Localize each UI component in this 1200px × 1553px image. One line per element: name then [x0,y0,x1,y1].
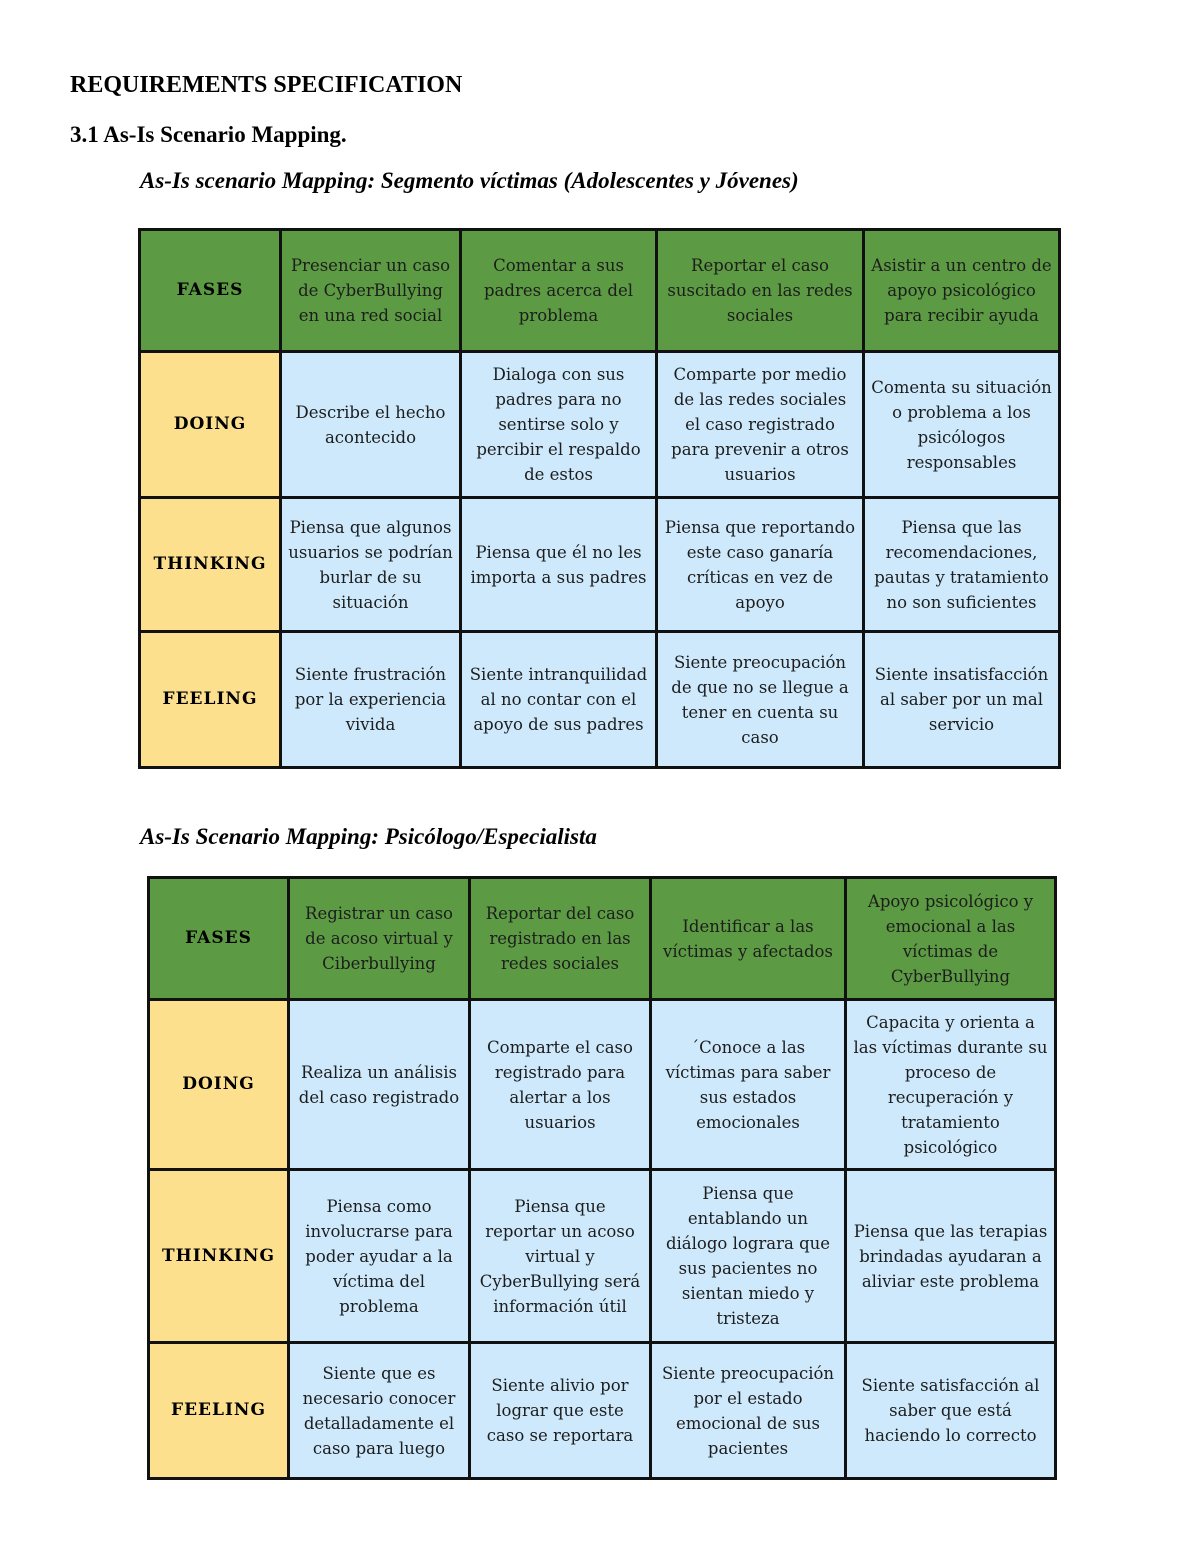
doing-cell: Dialoga con sus padres para no sentirse solo y percibir el respaldo de estos [461,352,657,498]
feeling-cell: Siente alivio por lograr que este caso se reportara [470,1343,651,1479]
feeling-cell: Siente frustración por la experiencia vivida [281,632,461,768]
phase-cell: Reportar el caso suscitado en las redes sociales [657,230,864,352]
feeling-cell: Siente preocupación de que no se llegue a tener en cuenta su caso [657,632,864,768]
table-caption-victims: As-Is scenario Mapping: Segmento víctimas (Adolescentes y Jóvenes) [140,168,799,193]
doing-cell: Describe el hecho acontecido [281,352,461,498]
row-label-feeling: FEELING [149,1343,289,1479]
row-label-thinking: THINKING [149,1170,289,1343]
row-label-feeling: FEELING [140,632,281,768]
feeling-cell: Siente insatisfacción al saber por un mal servicio [864,632,1060,768]
fases-header: FASES [149,878,289,1000]
as-is-table-psychologist [147,876,1057,1480]
as-is-table-victims [138,228,1061,769]
row-label-thinking: THINKING [140,498,281,632]
feeling-cell: Siente intranquilidad al no contar con el apoyo de sus padres [461,632,657,768]
table-caption-psychologist: As-Is Scenario Mapping: Psicólogo/Especialista [140,824,597,849]
doing-cell: Comparte por medio de las redes sociales el caso registrado para prevenir a otros usuarios [657,352,864,498]
row-label-doing: DOING [149,1000,289,1170]
doing-cell: Capacita y orienta a las víctimas durante su proceso de recuperación y tratamiento psicológico [846,1000,1056,1170]
feeling-cell: Siente que es necesario conocer detalladamente el caso para luego [289,1343,470,1479]
feeling-cell: Siente preocupación por el estado emocional de sus pacientes [651,1343,846,1479]
row-label-doing: DOING [140,352,281,498]
phase-cell: Presenciar un caso de CyberBullying en una red social [281,230,461,352]
thinking-cell: Piensa que reportando este caso ganaría críticas en vez de apoyo [657,498,864,632]
thinking-cell: Piensa como involucrarse para poder ayudar a la víctima del problema [289,1170,470,1343]
thinking-cell: Piensa que reportar un acoso virtual y CyberBullying será información útil [470,1170,651,1343]
phase-cell: Identificar a las víctimas y afectados [651,878,846,1000]
phase-cell: Registrar un caso de acoso virtual y Ciberbullying [289,878,470,1000]
fases-header: FASES [140,230,281,352]
phase-cell: Apoyo psicológico y emocional a las víctimas de CyberBullying [846,878,1056,1000]
thinking-cell: Piensa que él no les importa a sus padres [461,498,657,632]
section-title: 3.1 As-Is Scenario Mapping. [70,122,347,147]
doing-cell: Comenta su situación o problema a los psicólogos responsables [864,352,1060,498]
phase-cell: Asistir a un centro de apoyo psicológico para recibir ayuda [864,230,1060,352]
thinking-cell: Piensa que las terapias brindadas ayudaran a aliviar este problema [846,1170,1056,1343]
phase-cell: Reportar del caso registrado en las redes sociales [470,878,651,1000]
doing-cell: ´Conoce a las víctimas para saber sus estados emocionales [651,1000,846,1170]
doing-cell: Realiza un análisis del caso registrado [289,1000,470,1170]
phase-cell: Comentar a sus padres acerca del problema [461,230,657,352]
doing-cell: Comparte el caso registrado para alertar a los usuarios [470,1000,651,1170]
document-heading: REQUIREMENTS SPECIFICATION [70,72,463,98]
thinking-cell: Piensa que algunos usuarios se podrían burlar de su situación [281,498,461,632]
thinking-cell: Piensa que entablando un diálogo lograra que sus pacientes no sientan miedo y tristeza [651,1170,846,1343]
thinking-cell: Piensa que las recomendaciones, pautas y tratamiento no son suficientes [864,498,1060,632]
feeling-cell: Siente satisfacción al saber que está haciendo lo correcto [846,1343,1056,1479]
